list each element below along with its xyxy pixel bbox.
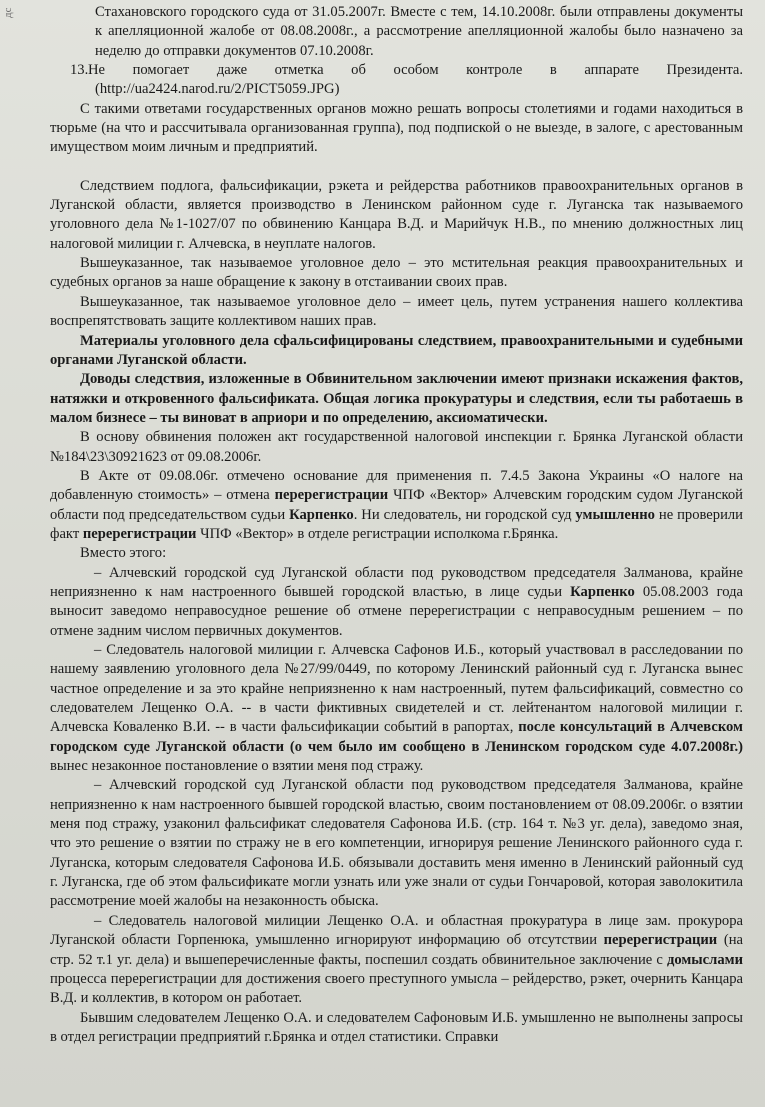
text-run: (на стр. 52 т.1 уг. дела) и вышеперечисленные факты, поспешил создать обвинительное заключение с <box>50 932 743 968</box>
text-run: – Алчевский городской суд Луганской области под руководством председателя Залманова, крайне неприязненно к нам настроенного бывшей городской властью, в лице судьи <box>50 564 743 600</box>
paragraph-4: Вышеуказанное, так называемое уголовное дело – имеет цель, путем устранения нашего коллектива воспрепятствовать защите коллективом наших прав. <box>50 293 743 330</box>
text-run-bold: после консультаций в Алчевском городском суде Луганской области (о чем было им сообщено в Ленинском городском суде 4.07.2008г.) <box>50 719 743 755</box>
paragraph-5: Материалы уголовного дела сфальсифицированы следствием, правоохранительными и судебными органами Луганской области. <box>50 332 743 368</box>
paragraph-8 <box>50 467 743 544</box>
text-run: – Следователь налоговой милиции Лещенко О.А. и областная прокуратура в лице зам. прокурора Луганской области Горпенюка, умышленно игнорируют информацию об отсутствии <box>50 912 743 949</box>
text-run: . Ни следователь, ни городской суд <box>353 506 576 523</box>
paragraph-6: Доводы следствия, изложенные в Обвинительном заключении имеют признаки искажения фактов, натяжки и откровенного фальсификата. Общая логика прокуратуры и следствия, если ты работаешь в малом бизнесе – ты виноват в априори и по определению, аксиоматически. <box>50 371 743 426</box>
list-item-13 <box>50 61 743 100</box>
paragraph-12: – Алчевский городской суд Луганской области под руководством председателя Залманова, крайне неприязненно к нам настроенного бывшей городской властью, своим постановлением от 08.09.2006г. о взятии меня под стражу, узаконил фальсификат следователя Сафонова И.Б. (стр. 164 т. №3 уг. дела), заведомо зная, что это решение о взятии по стражу не в его компетенции, игнорируя решение Ленинского районного суда г. Луганска, которым следователя Сафонова И.Б. обязывали доставить меня именно в Ленинский районный суд г. Луганска, где об этом фальсификате могли узнать или уже знали от судьи Гончаровой, которая заволокитила рассмотрение моей жалобы на незаконность обыска. <box>50 777 743 910</box>
paragraph-2: Следствием подлога, фальсификации, рэкета и рейдерства работников правоохранительных органов в Луганской области, является производство в Ленинском районном суде г. Луганска так называемого уголовного дела №1-1027/07 по обвинению Канцара В.Д. и Марийчук Н.В., по мнению должностных лиц налоговой милиции г. Алчевска, в неуплате налогов. <box>50 177 743 252</box>
text-run: ЧПФ «Вектор» Алчевским городским судом Луганской области под председательством судьи <box>50 487 743 523</box>
text-run: 05.08.2003 года выносит заведомо неправосудное решение об отмене перерегистрации с неправосудным решением – по отмене задним числом первичных документов. <box>50 583 743 639</box>
paragraph-1: С такими ответами государственных органов можно решать вопросы столетиями и годами находиться в тюрьме (на что и рассчитывала организованная группа), под подпиской о не выезде, в залоге, с арестованным имуществом моим личным и предприятий. <box>50 100 743 156</box>
paragraph-3: Вышеуказанное, так называемое уголовное дело – это мстительная реакция правоохранительных и судебных органов за наше обращение к закону в отстаивании своих прав. <box>50 255 743 291</box>
text-run: В Акте от 09.08.06г. отмечено основание для применения п. 7.4.5 Закона Украины «О налоге на добавленную стоимость» – отмена <box>50 467 743 504</box>
text-run-bold: перерегистрации <box>274 487 389 504</box>
list-item-number: 13. <box>70 62 89 79</box>
paragraph-13 <box>50 912 743 1009</box>
paragraph-10 <box>50 564 743 641</box>
list-item-text: Не помогает даже отметка об особом контроле в аппарате Президента. <box>88 62 743 79</box>
text-run-bold: домыслами <box>666 951 743 968</box>
text-run-bold: перерегистрации <box>603 932 718 949</box>
paragraph-gap <box>50 158 743 177</box>
paragraph-continuation: Стахановского городского суда от 31.05.2007г. Вместе с тем, 14.10.2008г. были отправлены документы к апелляционной жалобе от 08.08.2008г., а рассмотрение апелляционной жалобы было назначено за неделю до отправки документов 07.10.2008г. <box>95 4 743 59</box>
paragraph-14: Бывшим следователем Лещенко О.А. и следователем Сафоновым И.Б. умышленно не выполнены запросы в отдел регистрации предприятий г.Брянка и отдел статистики. Справки <box>50 1009 743 1045</box>
text-run-bold: умышленно <box>575 506 655 523</box>
text-run-bold: перерегистрации <box>82 525 197 542</box>
text-run-bold: Карпенко <box>289 506 354 523</box>
text-run: процесса перерегистрации для достижения своего преступного умысла – рейдерство, рэкет, очернить Канцара В.Д. и коллектив, в котором он работает. <box>50 970 743 1007</box>
document-body <box>50 3 743 1047</box>
photo-link[interactable]: (http://ua2424.narod.ru/2/PICT5059.JPG) <box>95 81 340 98</box>
text-run: ЧПФ «Вектор» в отделе регистрации исполкома г.Брянка. <box>196 525 559 542</box>
paragraph-11 <box>50 641 743 776</box>
corner-mark: дс <box>2 7 14 18</box>
paragraph-7: В основу обвинения положен акт государственной налоговой инспекции г. Брянка Луганской области №184\23\30921623 от 09.08.2006г. <box>50 429 743 465</box>
text-run: вынес незаконное постановление о взятии меня под стражу. <box>50 758 424 775</box>
text-run: – Следователь налоговой милиции г. Алчевска Сафонов И.Б., который участвовал в расследовании по нашему заявлению уголовного дела №27/99/0449, по которому Ленинский районный суд г. Луганска вынес частное определение и за это крайне неприязненно к нам настроенный, путем фальсификаций, совместно со следователем Лещенко О.А. -- в части фиктивных свидетелей и ст. лейтенантом налоговой милиции г. Алчевска Коваленко В.И. -- в части фальсификации событий в рапортах, <box>50 642 743 736</box>
text-run: не проверили факт <box>50 506 743 542</box>
paragraph-9: Вместо этого: <box>80 545 167 562</box>
text-run-bold: Карпенко <box>570 583 635 600</box>
